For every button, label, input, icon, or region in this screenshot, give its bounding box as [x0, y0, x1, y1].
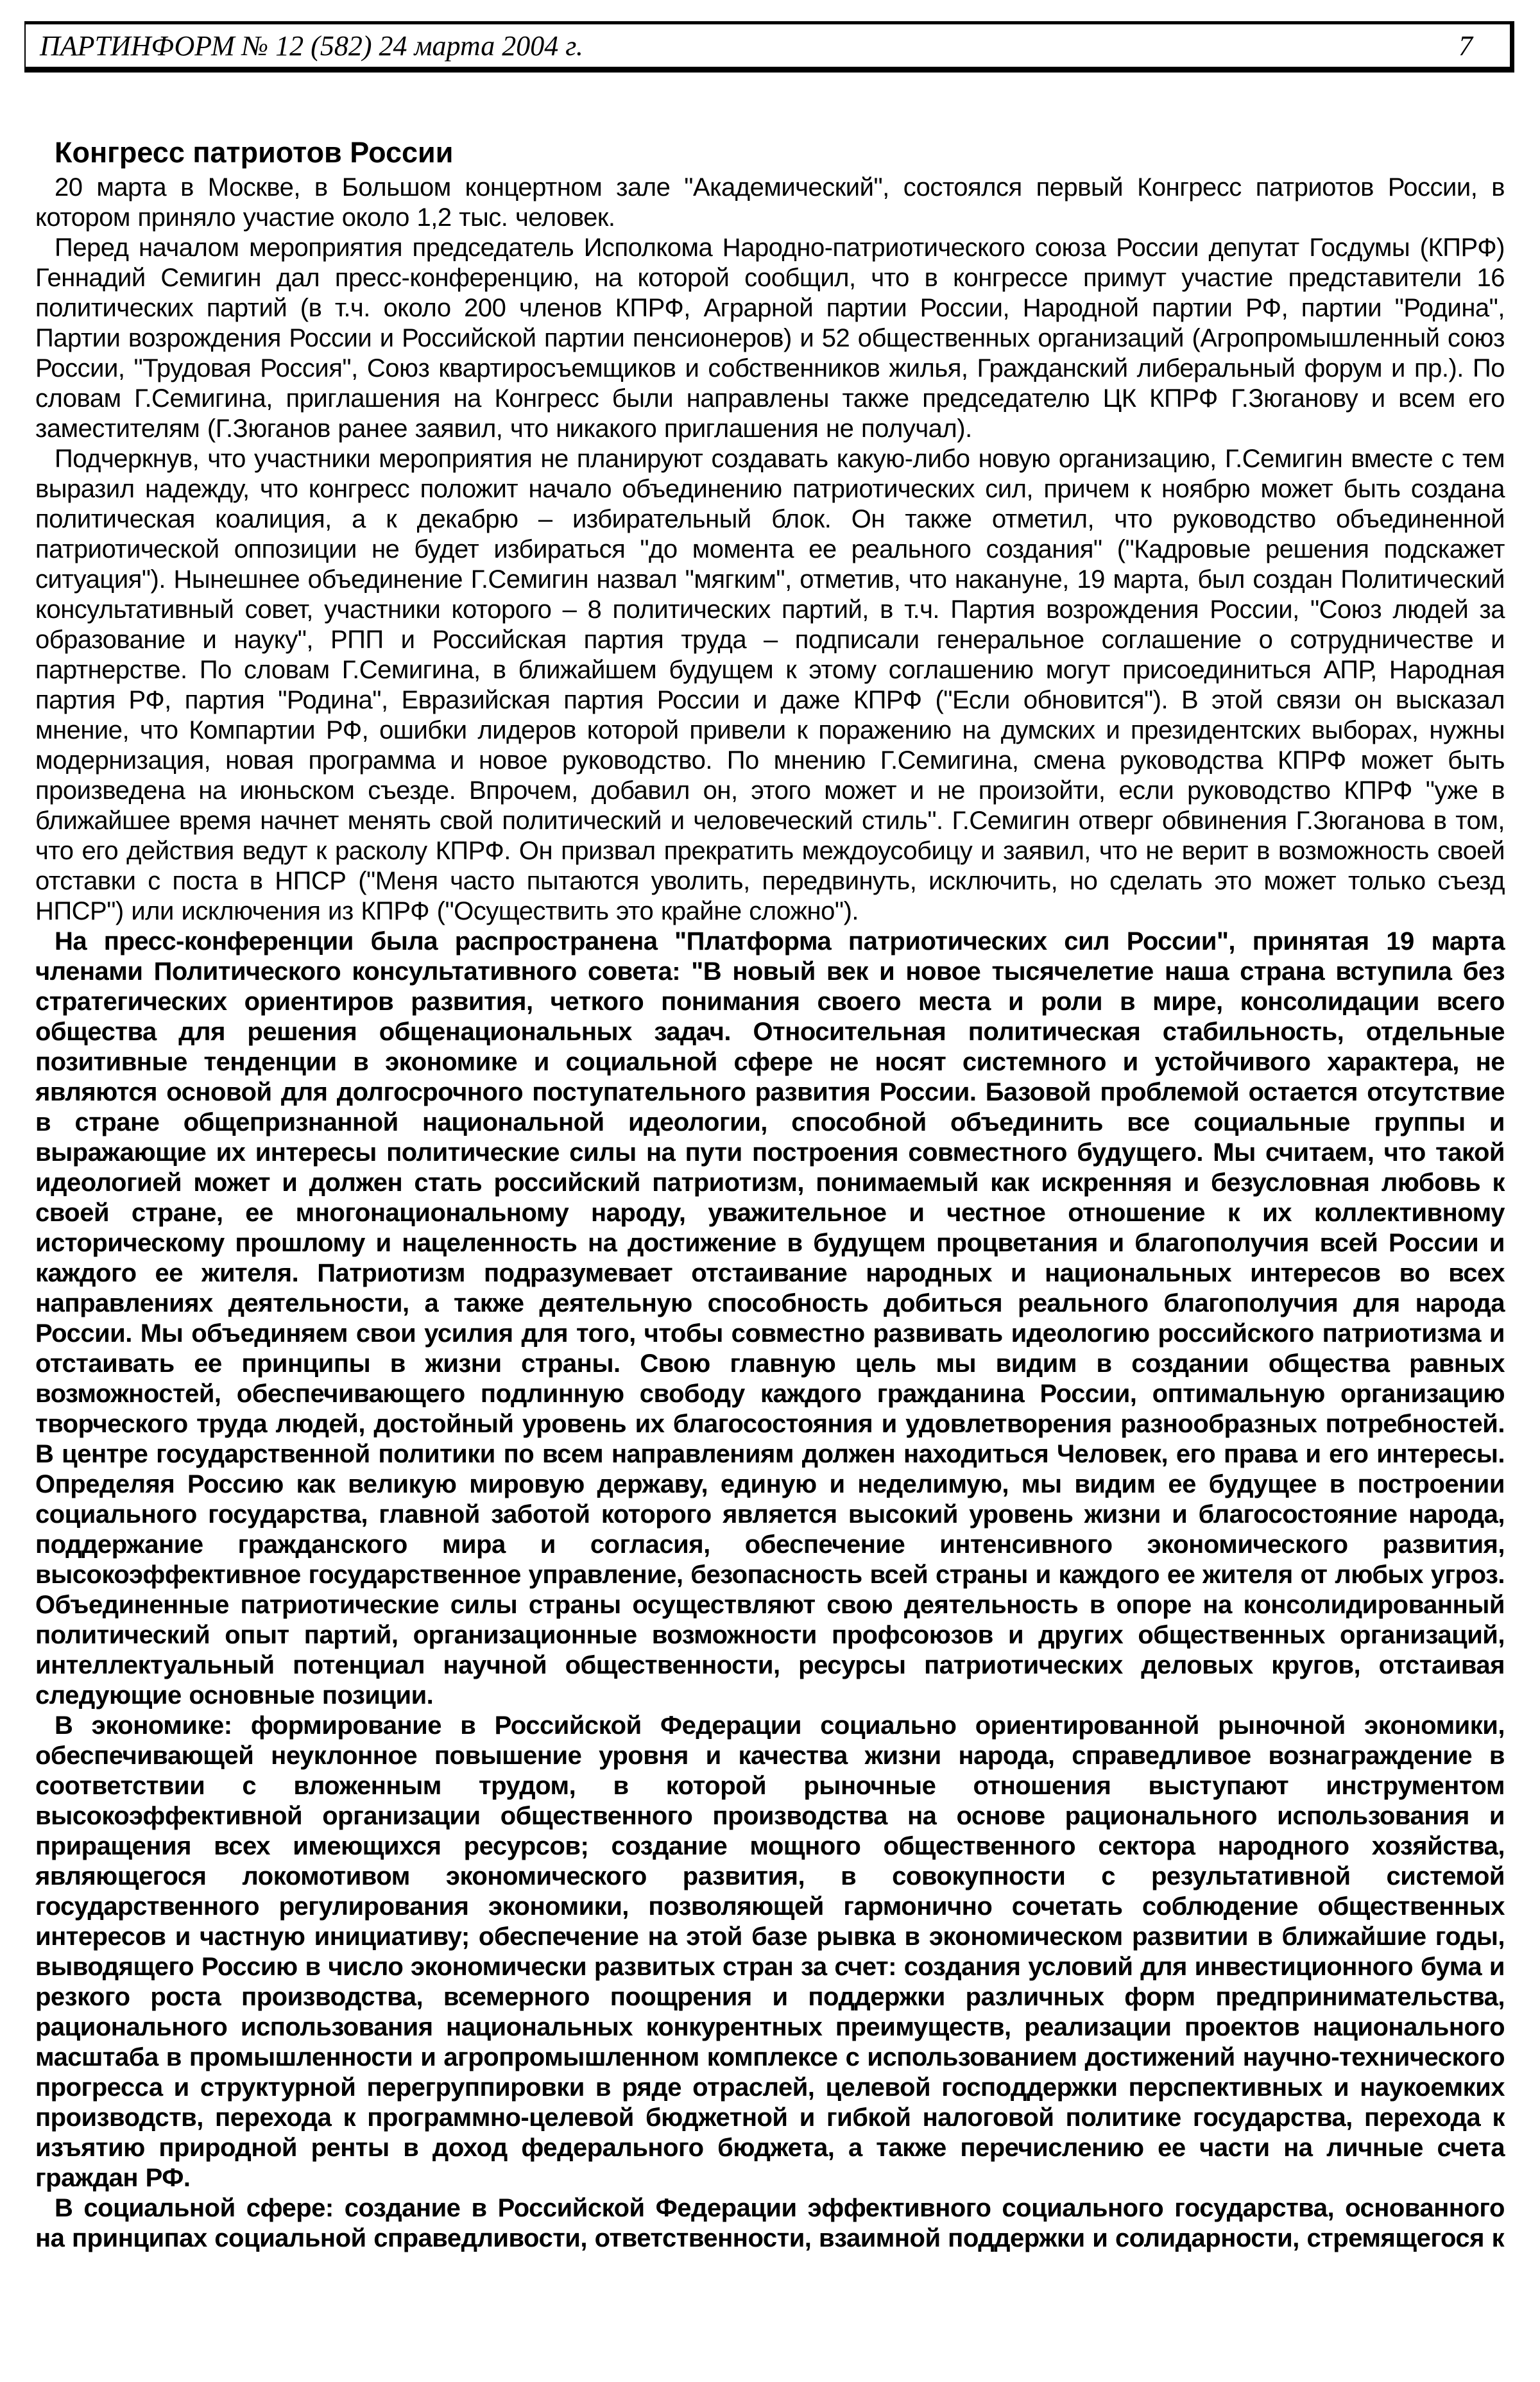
article-paragraph: В экономике: формирование в Российской Федерации социально ориентированной рыночной экономики, обеспечивающей неуклонное повышение уровня и качества жизни народа, справедливое вознаграждение в соответствии с вложенным трудом, в которой рыночные отношения выступают инструментом высокоэффективной организации общественного производства на основе рационального использования и приращения всех имеющихся ресурсов; создание мощного общественного сектора народного хозяйства, являющегося локомотивом экономического развития, в совокупности с результативной системой государственного регулирования экономики, позволяющей гармонично сочетать соблюдение общественных интересов и частную инициативу; обеспечение на этой базе рывка в экономическом развитии в ближайшие годы, выводящего Россию в число экономически развитых стран за счет: создания условий для инвестиционного бума и резкого роста производства, всемерного поощрения и поддержки различных форм предпринимательства, рационального использования национальных конкурентных преимуществ, реализации проектов национального масштаба в промышленности и агропромышленном комплексе с использованием достижений научно-технического прогресса и структурной перегруппировки в ряде отраслей, целевой господдержки перспективных и наукоемких производств, перехода к программно-целевой бюджетной и гибкой налоговой политике государства, перехода к изъятию природной ренты в доход федерального бюджета, а также перечислению ее части на личные счета граждан РФ. — [35, 1711, 1505, 2192]
page-number: 7 — [1459, 30, 1473, 62]
newsletter-issue-line: ПАРТИНФОРМ № 12 (582) 24 марта 2004 г. — [40, 30, 583, 62]
article-paragraph: Подчеркнув, что участники мероприятия не планируют создавать какую-либо новую организацию, Г.Семигин вместе с тем выразил надежду, что конгресс положит начало объединению патриотических сил, причем к ноябрю может быть создана политическая коалиция, а к декабрю – избирательный блок. Он также отметил, что руководство объединенной патриотической оппозиции не будет избираться "до момента ее реального создания" ("Кадровые решения подскажет ситуация"). Нынешнее объединение Г.Семигин назвал "мягким", отметив, что накануне, 19 марта, был создан Политический консультативный совет, участники которого – 8 политических партий, в т.ч. Партия возрождения России, "Союз людей за образование и науку", РПП и Российская партия труда – подписали генеральное соглашение о сотрудничестве и партнерстве. По словам Г.Семигина, в ближайшем будущем к этому соглашению могут присоединиться АПР, Народная партия РФ, партия "Родина", Евразийская партия России и даже КПРФ ("Если обновится"). В этой связи он высказал мнение, что Компартии РФ, ошибки лидеров которой привели к поражению на думских и президентских выборах, нужны модернизация, новая программа и новое руководство. По мнению Г.Семигина, смена руководства КПРФ может быть произведена на июньском съезде. Впрочем, добавил он, этого может и не произойти, если руководство КПРФ "уже в ближайшее время начнет менять свой политический и человеческий стиль". Г.Семигин отверг обвинения Г.Зюганова в том, что его действия ведут к расколу КПРФ. Он призвал прекратить междоусобицу и заявил, что не верит в возможность своей отставки с поста в НПСР ("Меня часто пытаются уволить, передвинуть, исключить, но сделать это может только съезд НПСР") или исключения из КПРФ ("Осуществить это крайне сложно"). — [35, 444, 1505, 925]
article-title: Конгресс патриотов России — [55, 136, 454, 169]
article-paragraph: Перед началом мероприятия председатель Исполкома Народно-патриотического союза России депутат Госдумы (КПРФ) Геннадий Семигин дал пресс-конференцию, на которой сообщил, что в конгрессе примут участие представители 16 политических партий (в т.ч. около 200 членов КПРФ, Аграрной партии России, Народной партии РФ, партии "Родина", Партии возрождения России и Российской партии пенсионеров) и 52 общественных организаций (Агропромышленный союз России, "Трудовая Россия", Союз квартиросъемщиков и собственников жилья, Гражданский либеральный форум и пр.). По словам Г.Семигина, приглашения на Конгресс были направлены также председателю ЦК КПРФ Г.Зюганову и всем его заместителям (Г.Зюганов ранее заявил, что никакого приглашения не получал). — [35, 233, 1505, 443]
article-body — [35, 137, 1505, 2254]
newsletter-header — [24, 21, 1514, 73]
article-paragraph: На пресс-конференции была распространена "Платформа патриотических сил России", принятая 19 марта членами Политического консультативного совета: "В новый век и новое тысячелетие наша страна вступила без стратегических ориентиров развития, четкого понимания своего места и роли в мире, консолидации всего общества для решения общенациональных задач. Относительная политическая стабильность, отдельные позитивные тенденции в экономике и социальной сфере не носят системного и устойчивого характера, не являются основой для долгосрочного поступательного развития России. Базовой проблемой остается отсутствие в стране общепризнанной национальной идеологии, способной объединить все социальные группы и выражающие их интересы политические силы на пути построения совместного будущего. Мы считаем, что такой идеологией может и должен стать российский патриотизм, понимаемый как искренняя и безусловная любовь к своей стране, ее многонациональному народу, уважительное и честное отношение к их коллективному историческому прошлому и нацеленность на достижение в будущем процветания и благополучия всей России и каждого ее жителя. Патриотизм подразумевает отстаивание народных и национальных интересов во всех направлениях деятельности, а также деятельную способность добиться реального благополучия для народа России. Мы объединяем свои усилия для того, чтобы совместно развивать идеологию российского патриотизма и отстаивать ее принципы в жизни страны. Свою главную цель мы видим в создании общества равных возможностей, обеспечивающего подлинную свободу каждого гражданина России, оптимальную организацию творческого труда людей, достойный уровень их благосостояния и удовлетворения разнообразных потребностей. В центре государственной политики по всем направлениям должен находиться Человек, его права и его интересы. Определяя Россию как великую мировую державу, единую и неделимую, мы видим ее будущее в построении социального государства, главной заботой которого является высокий уровень жизни и благосостояние народа, поддержание гражданского мира и согласия, обеспечение интенсивного экономического развития, высокоэффективное государственное управление, безопасность всей страны и каждого ее жителя от любых угроз. Объединенные патриотические силы страны осуществляют свою деятельность в опоре на консолидированный политический опыт партий, организационные возможности профсоюзов и других общественных организаций, интеллектуальный потенциал научной общественности, ресурсы патриотических деловых кругов, отстаивая следующие основные позиции. — [35, 927, 1505, 1709]
article-paragraph: 20 марта в Москве, в Большом концертном зале "Академический", состоялся первый Конгресс патриотов России, в котором приняло участие около 1,2 тыс. человек. — [35, 173, 1505, 232]
article-paragraph: В социальной сфере: создание в Российской Федерации эффективного социального государства, основанного на принципах социальной справедливости, ответственности, взаимной поддержки и солидарности, стремящегося к — [35, 2193, 1505, 2252]
